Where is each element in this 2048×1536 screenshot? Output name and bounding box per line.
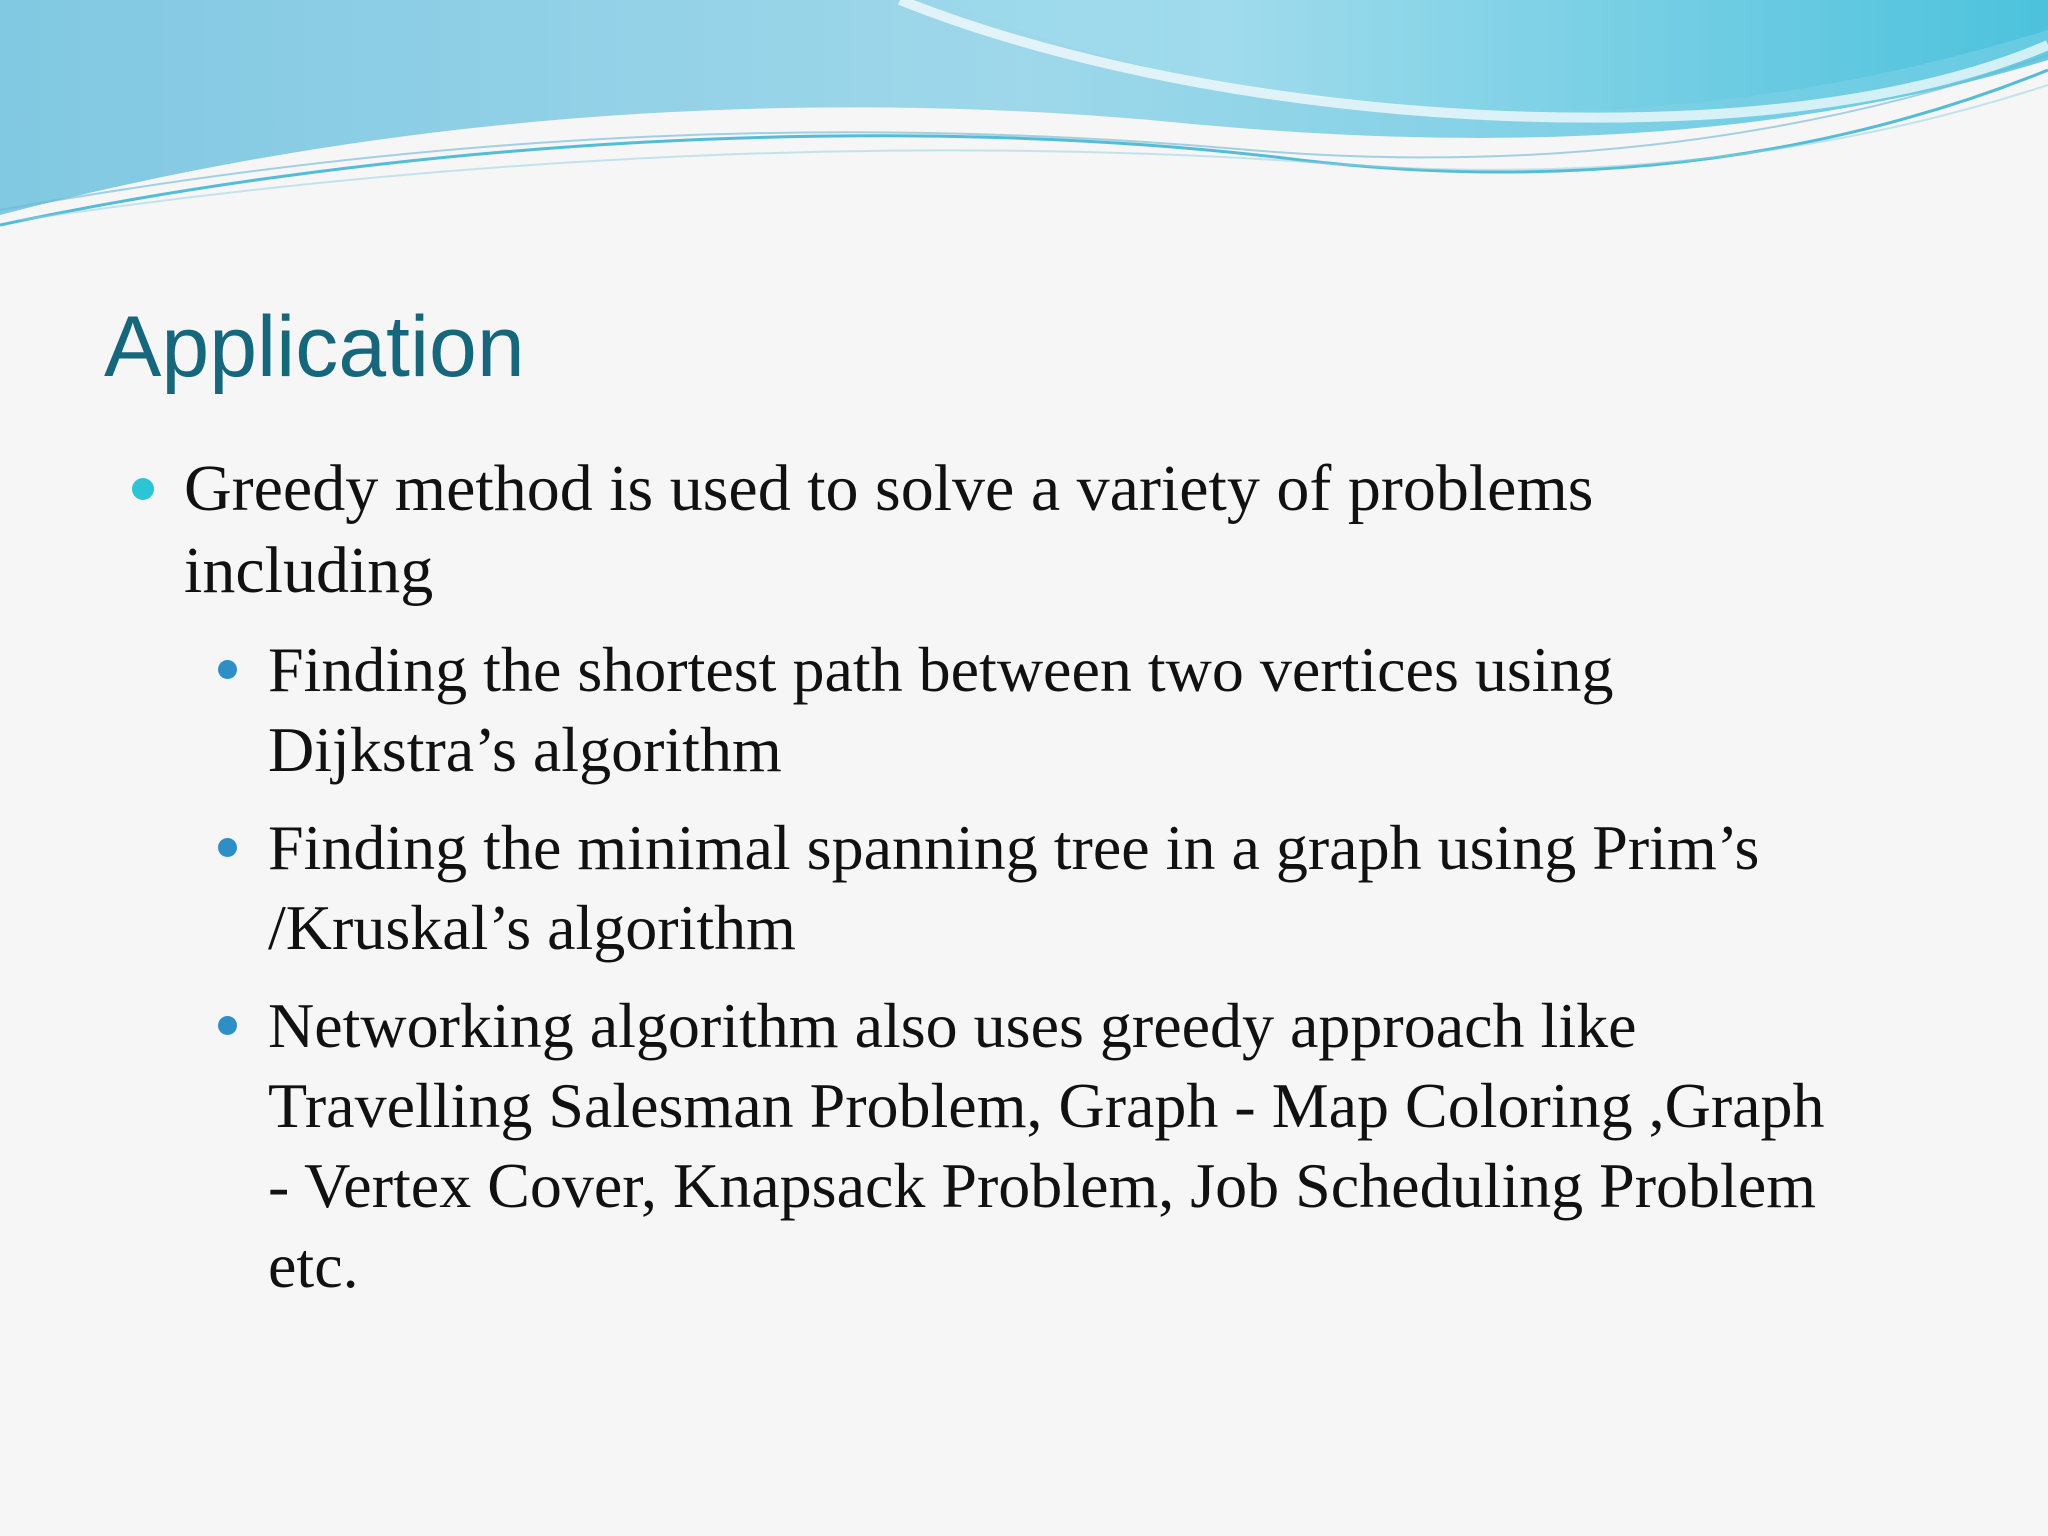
bullet-dot-icon	[218, 1016, 237, 1035]
bullet-dot-icon	[132, 478, 154, 500]
bullet-item-level1	[0, 448, 1804, 612]
slide-title: Application	[104, 299, 525, 395]
bullet-item-level2	[0, 808, 1828, 968]
decorative-wave-header	[0, 0, 2048, 240]
bullet-text: Networking algorithm also uses greedy approach like Travelling Salesman Problem, Graph - Map Coloring ,Graph - Vertex Cover, Knapsack Problem, Job Scheduling Problem etc.	[268, 990, 1825, 1301]
bullet-text: Greedy method is used to solve a variety of problems including	[184, 452, 1594, 607]
bullet-item-level2	[0, 630, 1828, 790]
bullet-text: Finding the shortest path between two vertices using Dijkstra’s algorithm	[268, 634, 1614, 785]
bullet-dot-icon	[218, 838, 237, 857]
bullet-list	[0, 448, 2048, 1306]
bullet-item-level2	[0, 986, 1828, 1306]
bullet-text: Finding the minimal spanning tree in a graph using Prim’s /Kruskal’s algorithm	[268, 812, 1760, 963]
bullet-dot-icon	[218, 660, 237, 679]
